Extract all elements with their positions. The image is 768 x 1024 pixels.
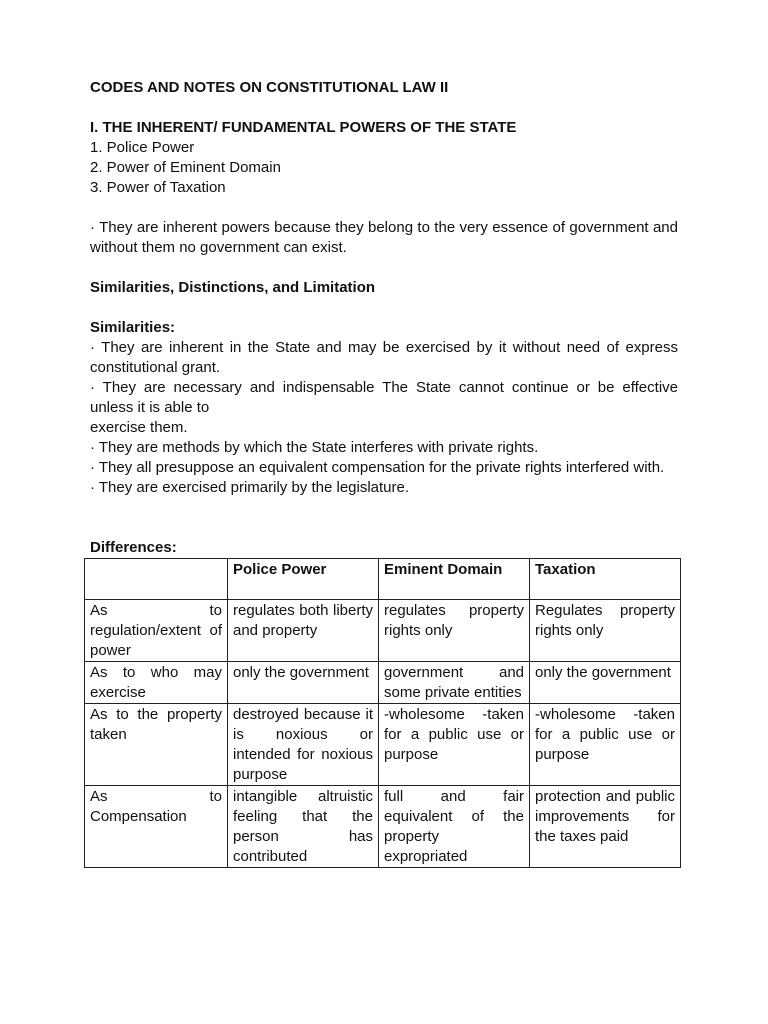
similarities-heading: Similarities: — [90, 319, 176, 336]
table-header-cell — [85, 559, 228, 600]
table-cell: As to Compensation — [85, 786, 228, 868]
similarity-item: · They are necessary and indispensable The State cannot continue or be effective unless it is able to — [90, 379, 678, 416]
table-row — [85, 786, 681, 868]
list-item: 2. Power of Eminent Domain — [90, 159, 281, 176]
table-row — [85, 662, 681, 704]
table-cell: -wholesome -taken for a public use or purpose — [379, 704, 530, 786]
table-cell: As to the property taken — [85, 704, 228, 786]
table-cell: regulates property rights only — [379, 600, 530, 662]
table-header-cell: Police Power — [228, 559, 379, 600]
table-cell: only the government — [228, 662, 379, 704]
table-cell: intangible altruistic feeling that the person has contributed — [228, 786, 379, 868]
table-cell: destroyed because it is noxious or intended for noxious purpose — [228, 704, 379, 786]
subheading: Similarities, Distinctions, and Limitation — [90, 279, 376, 296]
table-cell: government and some private entities — [379, 662, 530, 704]
table-cell: protection and public improvements for the taxes paid — [530, 786, 681, 868]
list-item: 1. Police Power — [90, 139, 195, 156]
table-row — [85, 704, 681, 786]
table-cell: -wholesome -taken for a public use or purpose — [530, 704, 681, 786]
document-title: CODES AND NOTES ON CONSTITUTIONAL LAW II — [90, 79, 449, 96]
table-cell: full and fair equivalent of the property expropriated — [379, 786, 530, 868]
section-heading: I. THE INHERENT/ FUNDAMENTAL POWERS OF THE STATE — [90, 119, 517, 136]
differences-heading: Differences: — [90, 539, 177, 556]
table-row — [85, 600, 681, 662]
similarity-item: · They are methods by which the State interferes with private rights. — [90, 439, 539, 456]
similarity-item: · They are inherent in the State and may be exercised by it without need of express constitutional grant. — [90, 339, 678, 376]
table-header-cell: Eminent Domain — [379, 559, 530, 600]
similarity-item: exercise them. — [90, 419, 188, 436]
list-item: 3. Power of Taxation — [90, 179, 226, 196]
powers-list — [90, 138, 678, 198]
differences-table — [84, 558, 681, 868]
table-cell: only the government — [530, 662, 681, 704]
table-header-row — [85, 559, 681, 600]
similarity-item: · They all presuppose an equivalent compensation for the private rights interfered with. — [90, 459, 665, 476]
table-cell: As to regulation/extent of power — [85, 600, 228, 662]
table-header-cell: Taxation — [530, 559, 681, 600]
similarity-item: · They are exercised primarily by the legislature. — [90, 479, 410, 496]
table-cell: As to who may exercise — [85, 662, 228, 704]
table-cell: regulates both liberty and property — [228, 600, 379, 662]
table-cell: Regulates property rights only — [530, 600, 681, 662]
document-page — [90, 78, 678, 868]
inherent-note: · They are inherent powers because they belong to the very essence of government and without them no government can exist. — [90, 219, 678, 256]
